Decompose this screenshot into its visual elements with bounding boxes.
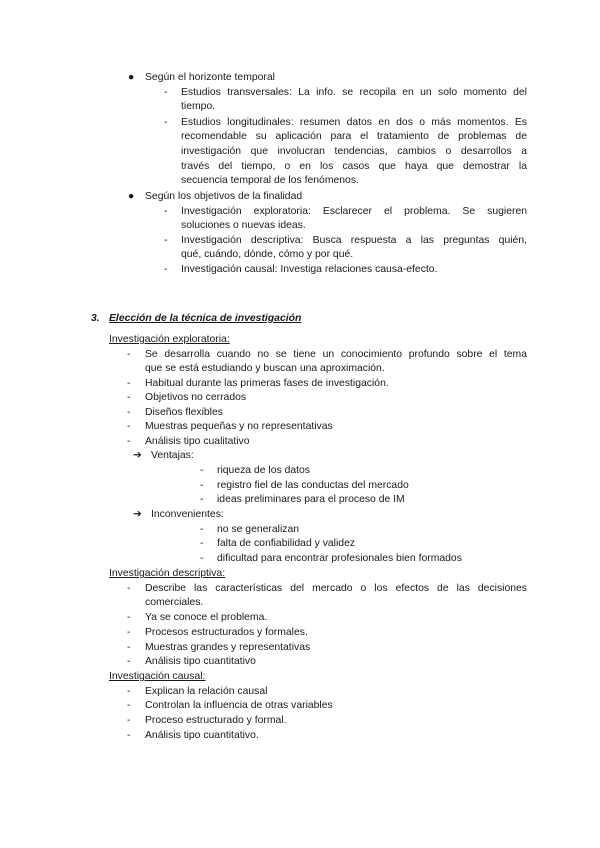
ventajas-label: Ventajas: bbox=[151, 450, 194, 461]
inconveniente-item: no se generalizan bbox=[217, 524, 300, 535]
dash-marker: - bbox=[127, 715, 131, 726]
section-number: 3. bbox=[91, 313, 100, 324]
ventaja-item: registro fiel de las conductas del mercado bbox=[217, 480, 409, 491]
arrow-right-icon: ➔ bbox=[133, 509, 142, 520]
list-item-line: Procesos estructurados y formales. bbox=[145, 627, 308, 638]
bullet-dot: ● bbox=[128, 72, 135, 83]
list-item-line: investigación que involucran tendencias, cambios o desarrollos a bbox=[181, 146, 527, 157]
list-item-line: Análisis tipo cualitativo bbox=[145, 436, 250, 447]
dash-marker: - bbox=[164, 87, 168, 98]
group-title-horizonte: Según el horizonte temporal bbox=[145, 72, 275, 83]
list-item-line: Estudios longitudinales: resumen datos en dos o más momentos. Es bbox=[181, 117, 527, 128]
bullet-dot: ● bbox=[128, 191, 135, 202]
list-item-line: Investigación exploratoria: Esclarecer el problema. Se sugieren bbox=[181, 206, 527, 217]
list-item-line: comerciales. bbox=[145, 597, 204, 608]
list-item-line: Investigación descriptiva: Busca respuesta a las preguntas quién, bbox=[181, 235, 527, 246]
dash-marker: - bbox=[164, 206, 168, 217]
list-item-line: Describe las características del mercado o los efectos de las decisiones bbox=[145, 583, 527, 594]
dash-marker: - bbox=[127, 378, 131, 389]
list-item-line: soluciones o nuevas ideas. bbox=[181, 220, 306, 231]
list-item-line: Investigación causal: Investiga relaciones causa-efecto. bbox=[181, 264, 438, 275]
dash-marker: - bbox=[200, 553, 204, 564]
list-item-line: Se desarrolla cuando no se tiene un conocimiento profundo sobre el tema bbox=[145, 349, 527, 360]
dash-marker: - bbox=[127, 700, 131, 711]
dash-marker: - bbox=[127, 627, 131, 638]
subsection-heading-descriptiva: Investigación descriptiva: bbox=[109, 568, 226, 579]
list-item-line: Diseños flexibles bbox=[145, 407, 223, 418]
list-item-line: Controlan la influencia de otras variables bbox=[145, 700, 333, 711]
list-item-line: Análisis tipo cuantitativo bbox=[145, 656, 256, 667]
ventaja-item: riqueza de los datos bbox=[217, 465, 310, 476]
list-item-line: Muestras pequeñas y no representativas bbox=[145, 421, 333, 432]
dash-marker: - bbox=[127, 421, 131, 432]
group-title-objetivos: Según los objetivos de la finalidad bbox=[145, 191, 303, 202]
dash-marker: - bbox=[127, 730, 131, 741]
list-item-line: Proceso estructurado y formal. bbox=[145, 715, 287, 726]
dash-marker: - bbox=[127, 642, 131, 653]
list-item-line: Ya se conoce el problema. bbox=[145, 612, 268, 623]
subsection-heading-exploratoria: Investigación exploratoria: bbox=[109, 334, 230, 345]
dash-marker: - bbox=[127, 436, 131, 447]
dash-marker: - bbox=[127, 583, 131, 594]
inconvenientes-label: Inconvenientes: bbox=[151, 509, 224, 520]
dash-marker: - bbox=[164, 235, 168, 246]
list-item-line: tiempo. bbox=[181, 101, 216, 112]
dash-marker: - bbox=[127, 612, 131, 623]
arrow-right-icon: ➔ bbox=[133, 450, 142, 461]
dash-marker: - bbox=[200, 494, 204, 505]
dash-marker: - bbox=[127, 392, 131, 403]
list-item-line: Objetivos no cerrados bbox=[145, 392, 247, 403]
list-item-line: recomendable su aplicación para el tratamiento de problemas de bbox=[181, 131, 527, 142]
dash-marker: - bbox=[200, 480, 204, 491]
list-item-line: Muestras grandes y representativas bbox=[145, 642, 311, 653]
inconveniente-item: dificultad para encontrar profesionales bien formados bbox=[217, 553, 462, 564]
inconveniente-item: falta de confiabilidad y validez bbox=[217, 538, 356, 549]
dash-marker: - bbox=[200, 538, 204, 549]
dash-marker: - bbox=[127, 349, 131, 360]
dash-marker: - bbox=[127, 656, 131, 667]
dash-marker: - bbox=[127, 686, 131, 697]
list-item-line: Análisis tipo cuantitativo. bbox=[145, 730, 259, 741]
dash-marker: - bbox=[200, 465, 204, 476]
dash-marker: - bbox=[200, 524, 204, 535]
ventaja-item: ideas preliminares para el proceso de IM bbox=[217, 494, 405, 505]
list-item-line: Habitual durante las primeras fases de investigación. bbox=[145, 378, 389, 389]
dash-marker: - bbox=[127, 407, 131, 418]
list-item-line: qué, cuándo, dónde, cómo y por qué. bbox=[181, 249, 354, 260]
subsection-heading-causal: Investigación causal: bbox=[109, 671, 206, 682]
list-item-line: secuencia temporal de los fenómenos. bbox=[181, 175, 359, 186]
list-item-line: Explican la relación causal bbox=[145, 686, 268, 697]
dash-marker: - bbox=[164, 264, 168, 275]
list-item-line: Estudios transversales: La info. se recopila en un solo momento del bbox=[181, 87, 527, 98]
list-item-line: que se está estudiando y buscan una aproximación. bbox=[145, 363, 385, 374]
dash-marker: - bbox=[164, 117, 168, 128]
section-title: Elección de la técnica de investigación bbox=[109, 313, 302, 324]
list-item-line: través del tiempo, o en los casos que haya que demostrar la bbox=[181, 161, 527, 172]
